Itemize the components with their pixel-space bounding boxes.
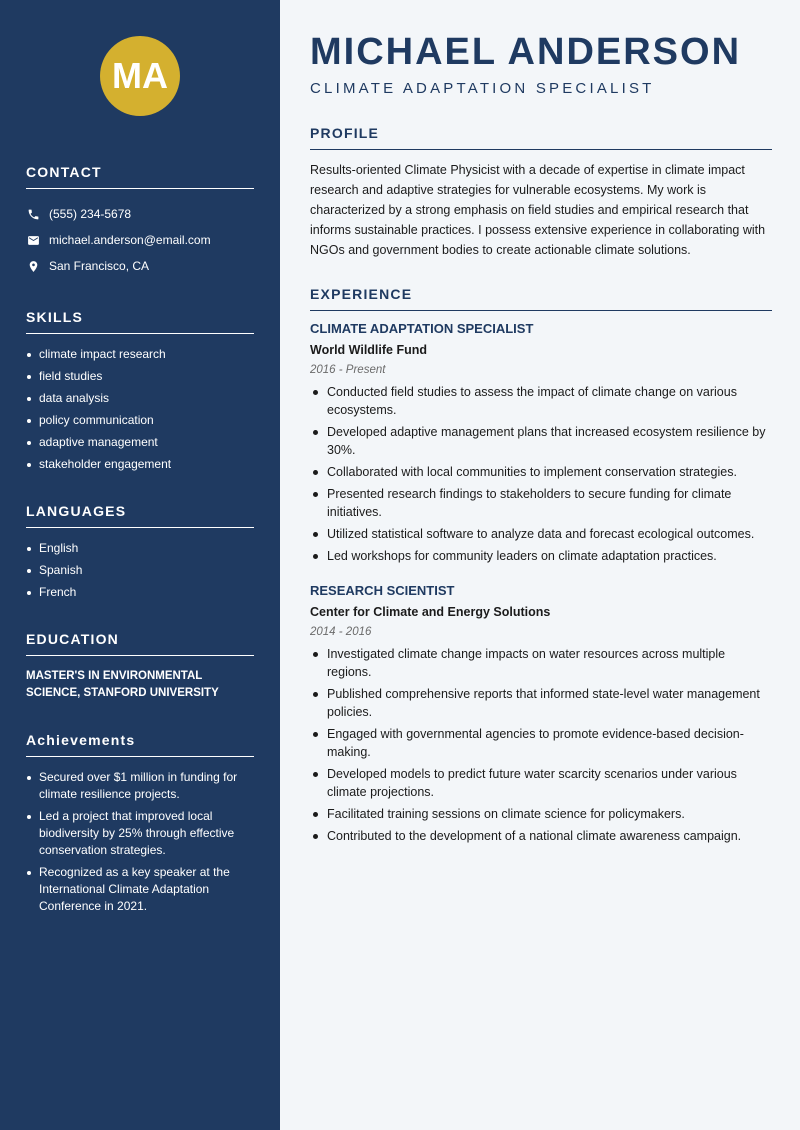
job-bullets	[310, 645, 772, 845]
education-heading: EDUCATION	[26, 631, 254, 656]
job-bullet: Contributed to the development of a national climate awareness campaign.	[310, 827, 772, 845]
experience-heading: EXPERIENCE	[310, 286, 772, 311]
avatar-wrap	[26, 36, 254, 116]
skill-item: field studies	[26, 368, 254, 385]
language-item: Spanish	[26, 562, 254, 579]
job-organization: Center for Climate and Energy Solutions	[310, 605, 551, 619]
job-title: CLIMATE ADAPTATION SPECIALIST	[310, 321, 534, 336]
job-bullet: Facilitated training sessions on climate science for policymakers.	[310, 805, 772, 823]
job-dates: 2016 - Present	[310, 364, 386, 376]
job-bullet: Led workshops for community leaders on climate adaptation practices.	[310, 547, 772, 565]
job-bullets	[310, 383, 772, 565]
location-pin-icon	[26, 259, 40, 273]
candidate-name: MICHAEL ANDERSON	[310, 31, 742, 73]
skills-heading: SKILLS	[26, 309, 254, 334]
job-bullet: Engaged with governmental agencies to promote evidence-based decision-making.	[310, 725, 772, 761]
candidate-role: CLIMATE ADAPTATION SPECIALIST	[310, 80, 655, 97]
job-bullet: Developed models to predict future water scarcity scenarios under various climate projections.	[310, 765, 772, 801]
skill-item: adaptive management	[26, 434, 254, 451]
education-line: SCIENCE, STANFORD UNIVERSITY	[26, 687, 219, 699]
job-organization: World Wildlife Fund	[310, 343, 427, 357]
contact-section	[26, 164, 254, 279]
main-content	[310, 30, 772, 863]
job-entry	[310, 583, 772, 845]
sidebar	[0, 0, 280, 1130]
phone-icon	[26, 207, 40, 221]
profile-section	[310, 125, 772, 260]
avatar: MA	[100, 36, 180, 116]
language-item: French	[26, 584, 254, 601]
education-section	[26, 631, 254, 702]
languages-list	[26, 540, 254, 601]
languages-heading: LANGUAGES	[26, 503, 254, 528]
profile-heading: PROFILE	[310, 125, 772, 150]
skills-list	[26, 346, 254, 473]
job-bullet: Collaborated with local communities to implement conservation strategies.	[310, 463, 772, 481]
phone-text: (555) 234-5678	[49, 207, 132, 221]
job-entry	[310, 321, 772, 565]
job-bullet: Published comprehensive reports that informed state-level water management policies.	[310, 685, 772, 721]
education-line: MASTER'S IN ENVIRONMENTAL	[26, 670, 203, 682]
contact-location	[26, 253, 254, 279]
achievements-section	[26, 732, 254, 915]
job-dates: 2014 - 2016	[310, 626, 372, 638]
skill-item: policy communication	[26, 412, 254, 429]
job-bullet: Presented research findings to stakeholders to secure funding for climate initiatives.	[310, 485, 772, 521]
achievement-item: Recognized as a key speaker at the International Climate Adaptation Conference in 2021.	[26, 864, 254, 915]
email-text: michael.anderson@email.com	[49, 233, 211, 247]
achievements-list	[26, 769, 254, 915]
job-bullet: Utilized statistical software to analyze data and forecast ecological outcomes.	[310, 525, 772, 543]
achievement-item: Secured over $1 million in funding for climate resilience projects.	[26, 769, 254, 803]
contact-phone	[26, 201, 254, 227]
job-bullet: Investigated climate change impacts on water resources across multiple regions.	[310, 645, 772, 681]
language-item: English	[26, 540, 254, 557]
experience-section	[310, 286, 772, 845]
skill-item: stakeholder engagement	[26, 456, 254, 473]
email-icon	[26, 233, 40, 247]
skill-item: climate impact research	[26, 346, 254, 363]
achievement-item: Led a project that improved local biodiversity by 25% through effective conservation strategies.	[26, 808, 254, 859]
job-bullet: Developed adaptive management plans that increased ecosystem resilience by 30%.	[310, 423, 772, 459]
contact-heading: CONTACT	[26, 164, 254, 189]
skill-item: data analysis	[26, 390, 254, 407]
job-bullet: Conducted field studies to assess the impact of climate change on various ecosystems.	[310, 383, 772, 419]
achievements-heading: Achievements	[26, 732, 254, 757]
education-degree	[26, 668, 254, 702]
job-title: RESEARCH SCIENTIST	[310, 583, 455, 598]
location-text: San Francisco, CA	[49, 259, 150, 273]
contact-email	[26, 227, 254, 253]
languages-section	[26, 503, 254, 601]
skills-section	[26, 309, 254, 473]
profile-text: Results-oriented Climate Physicist with a decade of expertise in climate impact research and adaptive strategies for vulnerable ecosystems. My work is characterized by a strong emphasis on field studies and empirical research that informs sustainable practices. I possess extensive experience in collaborating with NGOs and government bodies to create actionable climate solutions.	[310, 163, 766, 257]
